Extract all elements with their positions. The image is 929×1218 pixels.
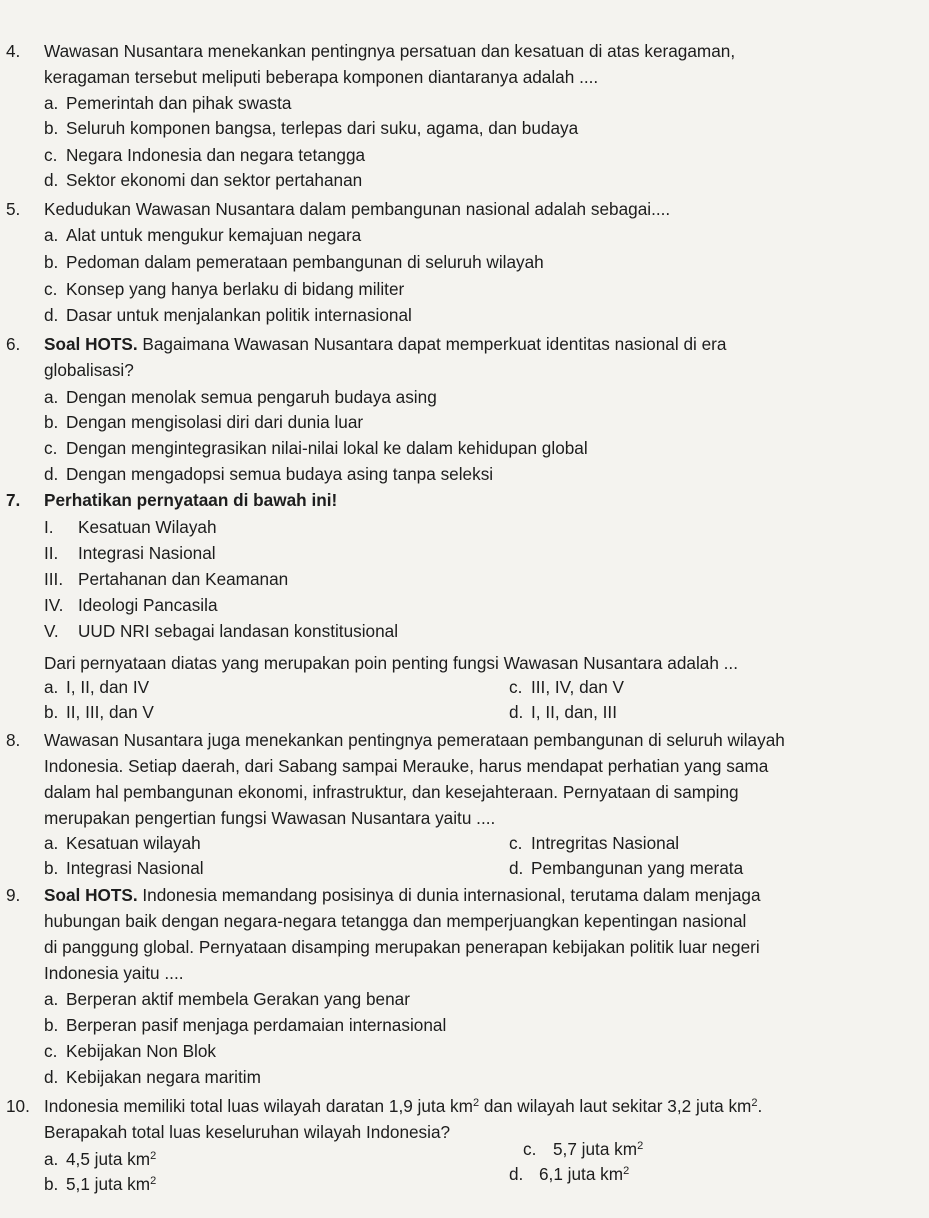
question-number: 5.	[6, 199, 21, 219]
option-d: d. Kebijakan negara maritim	[44, 1067, 261, 1087]
option-a: a. 4,5 juta $km^2$	[44, 1149, 157, 1169]
option-d: d. Dasar untuk menjalankan politik internasional	[44, 305, 412, 325]
option-c: c. Negara Indonesia dan negara tetangga	[44, 145, 366, 165]
option-d: d. Sektor ekonomi dan sektor pertahanan	[44, 170, 363, 190]
option-c: c. Konsep yang hanya berlaku di bidang militer	[44, 279, 405, 299]
hots-label: Soal HOTS.	[44, 334, 138, 354]
statement-item: I. Kesatuan Wilayah	[44, 517, 217, 537]
statement-item: V. UUD NRI sebagai landasan konstitusional	[44, 621, 399, 641]
option-b: b. 5,1 juta $km^2$	[44, 1174, 157, 1194]
question-text-line: Soal HOTS. Indonesia memandang posisinya di dunia internasional, terutama dalam menjaga	[44, 885, 761, 905]
option-c: c. III, IV, dan V	[509, 677, 625, 697]
question-text-line: Wawasan Nusantara menekankan pentingnya persatuan dan kesatuan di atas keragaman,	[44, 41, 736, 61]
question-text-line: Indonesia yaitu ....	[44, 963, 184, 983]
option-b: b. Integrasi Nasional	[44, 858, 204, 878]
option-a: a. Pemerintah dan pihak swasta	[44, 93, 292, 113]
question-text-line: keragaman tersebut meliputi beberapa komponen diantaranya adalah ....	[44, 67, 599, 87]
option-d: d. I, II, dan, III	[509, 702, 617, 722]
statement-item: IV. Ideologi Pancasila	[44, 595, 218, 615]
option-d: d. Dengan mengadopsi semua budaya asing tanpa seleksi	[44, 464, 494, 484]
question-text-line: Indonesia. Setiap daerah, dari Sabang sampai Merauke, harus mendapat perhatian yang sama	[44, 756, 769, 776]
option-a: a. Berperan aktif membela Gerakan yang benar	[44, 989, 410, 1009]
statement-item: III. Pertahanan dan Keamanan	[44, 569, 289, 589]
option-a: a. Dengan menolak semua pengaruh budaya asing	[44, 387, 437, 407]
option-a: a. Alat untuk mengukur kemajuan negara	[44, 225, 362, 245]
question-text-line: hubungan baik dengan negara-negara tetangga dan memperjuangkan kepentingan nasional	[44, 911, 747, 931]
question-text-line: Wawasan Nusantara juga menekankan pentingnya pemerataan pembangunan di seluruh wilayah	[44, 730, 785, 750]
option-c: c. 5,7 juta $km^2$	[523, 1139, 644, 1159]
question-number: 6.	[6, 334, 21, 354]
question-text-line: Soal HOTS. Bagaimana Wawasan Nusantara dapat memperkuat identitas nasional di era	[44, 334, 727, 354]
option-a: a. Kesatuan wilayah	[44, 833, 201, 853]
hots-label: Soal HOTS.	[44, 885, 138, 905]
option-a: a. I, II, dan IV	[44, 677, 150, 697]
statement-item: II. Integrasi Nasional	[44, 543, 216, 563]
question-title: Perhatikan pernyataan di bawah ini!	[44, 490, 338, 510]
option-b: b. II, III, dan V	[44, 702, 154, 722]
question-text-line: Indonesia memiliki total luas wilayah daratan 1,9 juta $km^2$ dan wilayah laut sekitar 3,2 juta $km^2$.	[44, 1096, 763, 1116]
question-number: 4.	[6, 41, 21, 61]
option-b: b. Pedoman dalam pemerataan pembangunan di seluruh wilayah	[44, 252, 544, 272]
option-b: b. Berperan pasif menjaga perdamaian internasional	[44, 1015, 447, 1035]
option-c: c. Intregritas Nasional	[509, 833, 680, 853]
question-number: 10.	[6, 1096, 30, 1116]
question-text-line: dalam hal pembangunan ekonomi, infrastruktur, dan kesejahteraan. Pernyataan di samping	[44, 782, 739, 802]
question-number: 7.	[6, 490, 21, 510]
question-prompt: Dari pernyataan diatas yang merupakan poin penting fungsi Wawasan Nusantara adalah ...	[44, 653, 738, 673]
question-number: 8.	[6, 730, 21, 750]
question-text-line: globalisasi?	[44, 360, 134, 380]
option-b: b. Dengan mengisolasi diri dari dunia luar	[44, 412, 364, 432]
question-text-line: Berapakah total luas keseluruhan wilayah Indonesia?	[44, 1122, 451, 1142]
question-text-line: di panggung global. Pernyataan disamping merupakan penerapan kebijakan politik luar negeri	[44, 937, 760, 957]
question-number: 9.	[6, 885, 21, 905]
question-text-line: merupakan pengertian fungsi Wawasan Nusantara yaitu ....	[44, 808, 496, 828]
option-c: c. Kebijakan Non Blok	[44, 1041, 217, 1061]
option-c: c. Dengan mengintegrasikan nilai-nilai lokal ke dalam kehidupan global	[44, 438, 588, 458]
question-text-line: Kedudukan Wawasan Nusantara dalam pembangunan nasional adalah sebagai....	[44, 199, 671, 219]
option-d: d. Pembangunan yang merata	[509, 858, 744, 878]
option-d: d. 6,1 juta $km^2$	[509, 1164, 630, 1184]
option-b: b. Seluruh komponen bangsa, terlepas dari suku, agama, dan budaya	[44, 118, 579, 138]
